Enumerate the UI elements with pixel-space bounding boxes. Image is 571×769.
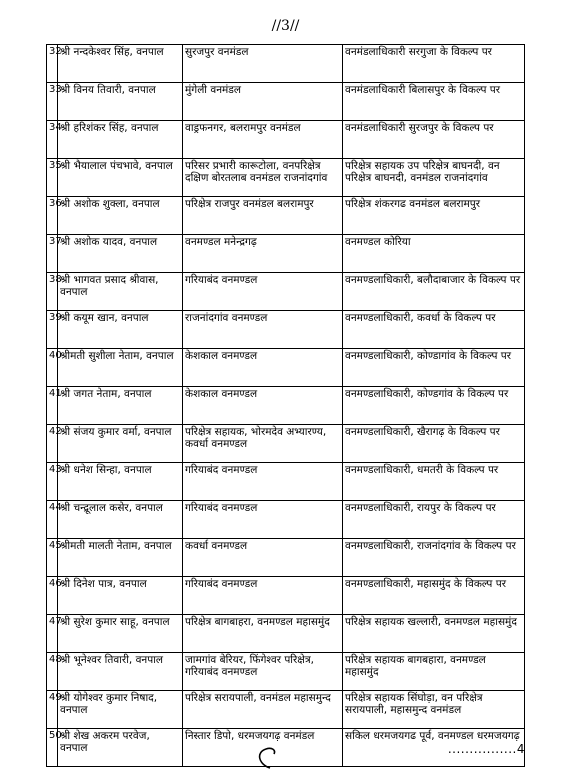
current-posting: गरियाबंद वनमण्डल bbox=[183, 273, 343, 311]
employee-name: श्री संजय कुमार वर्मा, वनपाल bbox=[58, 425, 183, 463]
new-posting: वनमण्डलाधिकारी, कोण्डागांव के विकल्प पर bbox=[343, 349, 525, 387]
new-posting: वनमण्डलाधिकारी, कवर्धा के विकल्प पर bbox=[343, 311, 525, 349]
current-posting: परिक्षेत्र राजपुर वनमंडल बलरामपुर bbox=[183, 197, 343, 235]
current-posting: जामगांव बेरियर, फिंगेश्वर परिक्षेत्र, गरियाबंद वनमण्डल bbox=[183, 653, 343, 691]
serial-number: 34 bbox=[47, 121, 58, 159]
table-row bbox=[47, 121, 525, 159]
new-posting: वनमण्डलाधिकारी, रायपुर के विकल्प पर bbox=[343, 501, 525, 539]
new-posting: परिक्षेत्र सहायक खल्लारी, वनमण्डल महासमुंद bbox=[343, 615, 525, 653]
table-row bbox=[47, 197, 525, 235]
table-row bbox=[47, 463, 525, 501]
continuation-marker: ................4 bbox=[447, 742, 525, 756]
table-row bbox=[47, 653, 525, 691]
current-posting: वनमण्डल मनेन्द्रगढ़ bbox=[183, 235, 343, 273]
current-posting: परिक्षेत्र सरायपाली, वनमंडल महासमुन्द bbox=[183, 691, 343, 729]
table-row bbox=[47, 83, 525, 121]
employee-name: श्रीमती सुशीला नेताम, वनपाल bbox=[58, 349, 183, 387]
new-posting: सकिल धरमजयगढ पूर्व, वनमण्डल धरमजयगढ़ bbox=[343, 729, 525, 767]
new-posting: वनमंडलाधिकारी बिलासपुर के विकल्प पर bbox=[343, 83, 525, 121]
serial-number: 40 bbox=[47, 349, 58, 387]
serial-number: 42 bbox=[47, 425, 58, 463]
table-row bbox=[47, 615, 525, 653]
serial-number: 39 bbox=[47, 311, 58, 349]
new-posting: वनमण्डलाधिकारी, महासमुंद के विकल्प पर bbox=[343, 577, 525, 615]
new-posting: परिक्षेत्र शंकरगढ वनमंडल बलरामपुर bbox=[343, 197, 525, 235]
employee-name: श्री कयूम खान, वनपाल bbox=[58, 311, 183, 349]
current-posting: निस्तार डिपो, धरमजयगढ़ वनमंडल bbox=[183, 729, 343, 767]
table-row bbox=[47, 45, 525, 83]
serial-number: 36 bbox=[47, 197, 58, 235]
serial-number: 50 bbox=[47, 729, 58, 767]
employee-name: श्री धनेश सिन्हा, वनपाल bbox=[58, 463, 183, 501]
new-posting: परिक्षेत्र सहायक बागबहारा, वनमण्डल महासमुंद bbox=[343, 653, 525, 691]
employee-name: श्री भैयालाल पंचभावे, वनपाल bbox=[58, 159, 183, 197]
current-posting: केशकाल वनमण्डल bbox=[183, 349, 343, 387]
new-posting: वनमंडलाधिकारी सरगुजा के विकल्प पर bbox=[343, 45, 525, 83]
serial-number: 44 bbox=[47, 501, 58, 539]
employee-name: श्री शेख अकरम परवेज, वनपाल bbox=[58, 729, 183, 767]
current-posting: वाड्रफनगर, बलरामपुर वनमंडल bbox=[183, 121, 343, 159]
current-posting: परिक्षेत्र सहायक, भोरमदेव अभ्यारण्य, कवर्धा वनमण्डल bbox=[183, 425, 343, 463]
new-posting: वनमण्डलाधिकारी, धमतरी के विकल्प पर bbox=[343, 463, 525, 501]
serial-number: 32 bbox=[47, 45, 58, 83]
signature-mark bbox=[250, 746, 290, 769]
table-row bbox=[47, 311, 525, 349]
table-row bbox=[47, 235, 525, 273]
employee-name: श्री नन्दकेश्वर सिंह, वनपाल bbox=[58, 45, 183, 83]
employee-name: श्रीमती मालती नेताम, वनपाल bbox=[58, 539, 183, 577]
current-posting: गरियाबंद वनमण्डल bbox=[183, 463, 343, 501]
employee-name: श्री भागवत प्रसाद श्रीवास, वनपाल bbox=[58, 273, 183, 311]
serial-number: 43 bbox=[47, 463, 58, 501]
employee-name: श्री सुरेश कुमार साहू, वनपाल bbox=[58, 615, 183, 653]
employee-name: श्री चन्द्रूलाल कसेर, वनपाल bbox=[58, 501, 183, 539]
employee-name: श्री जगत नेताम, वनपाल bbox=[58, 387, 183, 425]
employee-name: श्री दिनेश पात्र, वनपाल bbox=[58, 577, 183, 615]
current-posting: राजनांदगांव वनमण्डल bbox=[183, 311, 343, 349]
table-row bbox=[47, 539, 525, 577]
serial-number: 48 bbox=[47, 653, 58, 691]
current-posting: गरियाबंद वनमण्डल bbox=[183, 577, 343, 615]
table-row bbox=[47, 501, 525, 539]
serial-number: 37 bbox=[47, 235, 58, 273]
employee-name: श्री हरिशंकर सिंह, वनपाल bbox=[58, 121, 183, 159]
table-row bbox=[47, 273, 525, 311]
table-row bbox=[47, 577, 525, 615]
current-posting: गरियाबंद वनमण्डल bbox=[183, 501, 343, 539]
transfer-table-body bbox=[47, 45, 525, 767]
table-row bbox=[47, 691, 525, 729]
employee-name: श्री विनय तिवारी, वनपाल bbox=[58, 83, 183, 121]
current-posting: केशकाल वनमण्डल bbox=[183, 387, 343, 425]
serial-number: 47 bbox=[47, 615, 58, 653]
new-posting: वनमण्डलाधिकारी, खैरागढ़ के विकल्प पर bbox=[343, 425, 525, 463]
serial-number: 33 bbox=[47, 83, 58, 121]
employee-name: श्री अशोक शुक्ला, वनपाल bbox=[58, 197, 183, 235]
table-row bbox=[47, 349, 525, 387]
current-posting: परिसर प्रभारी कारूटोला, वनपरिक्षेत्र दक्षिण बोरतलाब वनमंडल राजनांदगांव bbox=[183, 159, 343, 197]
new-posting: परिक्षेत्र सहायक उप परिक्षेत्र बाघनदी, वन परिक्षेत्र बाघनदी, वनमंडल राजनांदगांव bbox=[343, 159, 525, 197]
new-posting: वनमंडलाधिकारी सुरजपुर के विकल्प पर bbox=[343, 121, 525, 159]
table-row bbox=[47, 387, 525, 425]
new-posting: वनमण्डल कोरिया bbox=[343, 235, 525, 273]
serial-number: 46 bbox=[47, 577, 58, 615]
page-header: //3// bbox=[271, 18, 300, 34]
new-posting: वनमण्डलाधिकारी, बलौदाबाजार के विकल्प पर bbox=[343, 273, 525, 311]
new-posting: वनमण्डलाधिकारी, कोण्डगांव के विकल्प पर bbox=[343, 387, 525, 425]
employee-name: श्री भूनेश्वर तिवारी, वनपाल bbox=[58, 653, 183, 691]
current-posting: परिक्षेत्र बागबाहरा, वनमण्डल महासमुंद bbox=[183, 615, 343, 653]
employee-name: श्री अशोक यादव, वनपाल bbox=[58, 235, 183, 273]
serial-number: 35 bbox=[47, 159, 58, 197]
new-posting: परिक्षेत्र सहायक सिंघोड़ा, वन परिक्षेत्र सरायपाली, महासमुन्द वनमंडल bbox=[343, 691, 525, 729]
new-posting: वनमण्डलाधिकारी, राजनांदगांव के विकल्प पर bbox=[343, 539, 525, 577]
current-posting: सुरजपुर वनमंडल bbox=[183, 45, 343, 83]
serial-number: 45 bbox=[47, 539, 58, 577]
serial-number: 41 bbox=[47, 387, 58, 425]
current-posting: कवर्धा वनमण्डल bbox=[183, 539, 343, 577]
employee-name: श्री योगेश्वर कुमार निषाद, वनपाल bbox=[58, 691, 183, 729]
serial-number: 38 bbox=[47, 273, 58, 311]
current-posting: मुंगेली वनमंडल bbox=[183, 83, 343, 121]
transfer-table bbox=[46, 44, 525, 767]
table-row bbox=[47, 159, 525, 197]
table-row bbox=[47, 425, 525, 463]
serial-number: 49 bbox=[47, 691, 58, 729]
